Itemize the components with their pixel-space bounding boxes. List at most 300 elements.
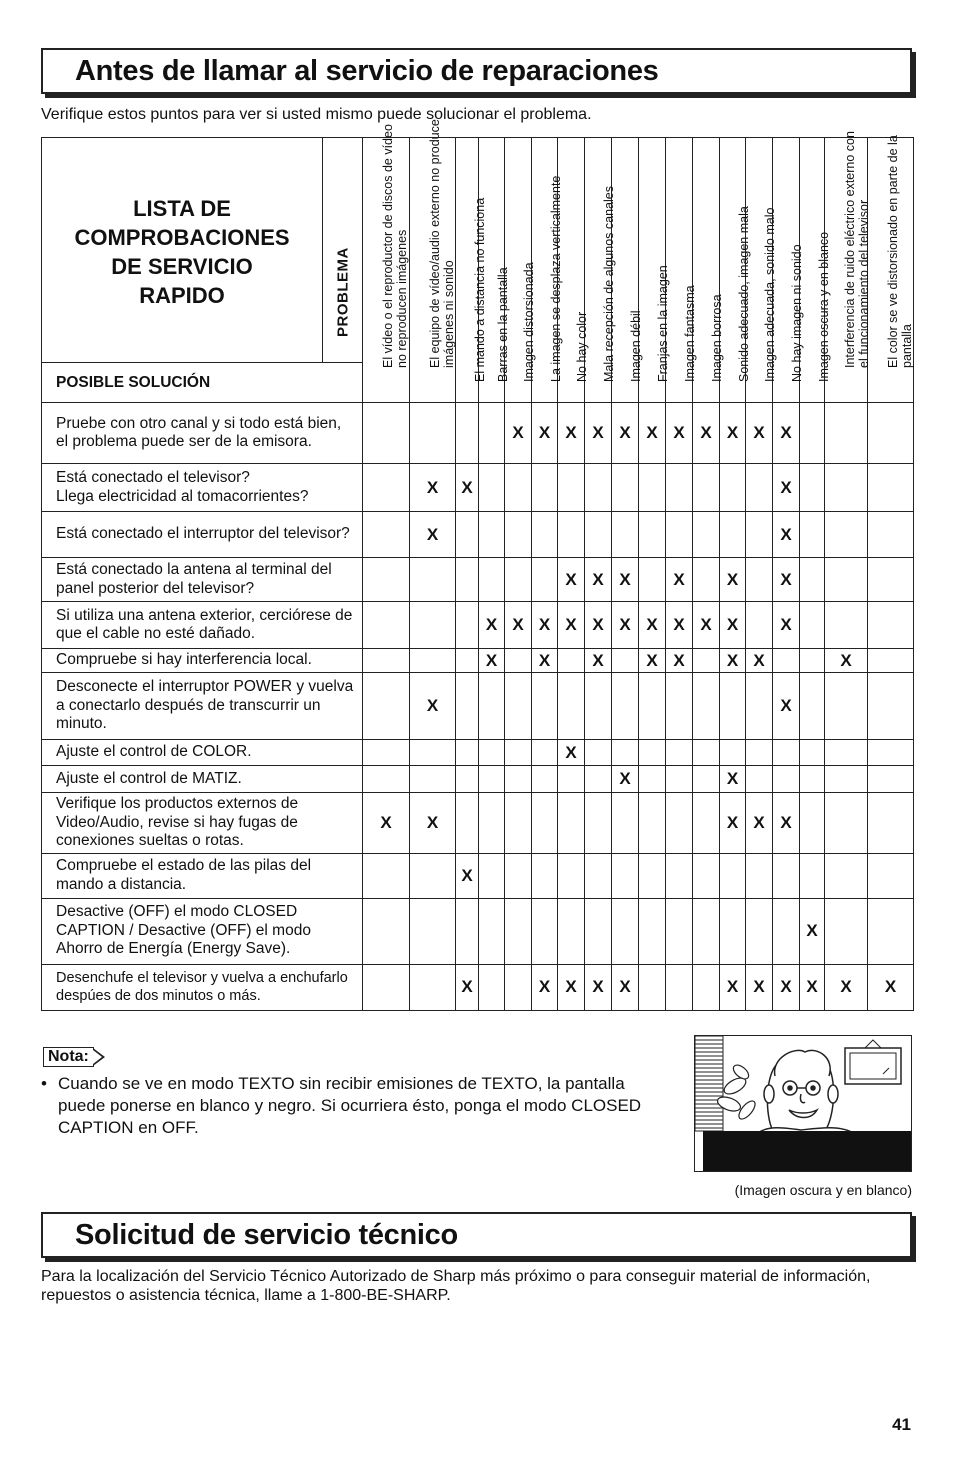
check-cell <box>868 766 914 793</box>
solution-text: Ajuste el control de MATIZ. <box>56 769 242 787</box>
illustration-caption: (Imagen oscura y en blanco) <box>734 1182 912 1198</box>
solution-text: Desactive (OFF) el modo CLOSED CAPTION / Desactive (OFF) el modo Ahorro de Energía (Energy Save). <box>56 903 311 958</box>
problem-column-label: No hay imagen ni sonido <box>790 244 804 382</box>
check-cell <box>558 602 585 649</box>
check-cell <box>825 853 868 898</box>
check-cell <box>639 602 666 649</box>
check-cell <box>868 673 914 740</box>
check-cell <box>720 898 746 964</box>
check-cell <box>746 649 773 673</box>
check-mark: X <box>726 769 739 788</box>
solution-cell <box>42 558 363 602</box>
check-cell <box>479 649 505 673</box>
check-cell <box>410 964 456 1010</box>
check-mark: X <box>726 650 739 670</box>
check-cell <box>639 766 666 793</box>
problem-column-label: El mando a distancia no funciona <box>473 197 487 382</box>
check-cell <box>868 853 914 898</box>
check-cell <box>479 853 505 898</box>
check-cell <box>585 766 612 793</box>
problem-column-header <box>639 138 670 403</box>
solution-cell <box>42 602 363 649</box>
check-cell <box>720 793 746 854</box>
check-cell <box>363 853 410 898</box>
check-cell <box>612 649 639 673</box>
check-cell <box>558 766 585 793</box>
check-cell <box>868 740 914 766</box>
check-mark: X <box>461 865 473 885</box>
problem-column-header <box>363 124 410 403</box>
check-mark: X <box>426 812 439 832</box>
check-cell <box>800 602 825 649</box>
check-cell <box>868 602 914 649</box>
table-row <box>42 853 914 898</box>
check-cell <box>693 403 720 464</box>
check-cell <box>456 403 479 464</box>
check-mark: X <box>646 615 658 634</box>
check-cell <box>800 766 825 793</box>
check-mark: X <box>673 650 685 670</box>
check-cell <box>825 558 868 602</box>
check-cell <box>532 793 558 854</box>
section-header-troubleshooting <box>41 48 912 94</box>
check-cell <box>693 464 720 512</box>
check-cell <box>612 740 639 766</box>
check-cell <box>532 464 558 512</box>
problem-column-label: Imagen fantasma <box>683 285 697 382</box>
check-cell <box>505 673 532 740</box>
note-text: Cuando se ve en modo TEXTO sin recibir emisiones de TEXTO, la pantalla puede ponerse en blanco y negro. Si ocurriera ésto, ponga el modo CLOSED CAPTION en OFF. <box>58 1074 642 1137</box>
check-cell <box>532 853 558 898</box>
check-cell <box>479 673 505 740</box>
check-cell <box>479 512 505 558</box>
check-cell <box>868 403 914 464</box>
check-cell <box>363 403 410 464</box>
check-cell <box>868 558 914 602</box>
check-mark: X <box>753 812 765 832</box>
check-cell <box>532 898 558 964</box>
check-cell <box>612 512 639 558</box>
check-cell <box>800 673 825 740</box>
check-cell <box>410 793 456 854</box>
check-cell <box>456 512 479 558</box>
check-mark: X <box>726 423 739 442</box>
arrow-right-icon <box>93 1048 105 1066</box>
check-cell <box>505 898 532 964</box>
solution-text: Verifique los productos externos de Video/Audio, revise si hay fugas de conexiones sueltas o rotas. <box>56 795 299 849</box>
check-cell <box>773 512 800 558</box>
check-mark: X <box>726 812 739 832</box>
check-cell <box>479 793 505 854</box>
check-cell <box>773 558 800 602</box>
check-cell <box>532 649 558 673</box>
solution-text: Si utiliza una antena exterior, cerciórese de que el cable no esté dañado. <box>56 606 353 642</box>
section-title: Antes de llamar al servicio de reparaciones <box>75 54 659 87</box>
check-cell <box>410 740 456 766</box>
check-cell <box>666 898 693 964</box>
check-cell <box>666 512 693 558</box>
check-mark: X <box>461 477 473 497</box>
check-cell <box>720 649 746 673</box>
check-mark: X <box>726 615 739 634</box>
problem-column-label: Imagen borrosa <box>710 294 724 382</box>
check-cell <box>693 793 720 854</box>
problem-column-header <box>666 138 697 403</box>
problem-column-header <box>558 138 589 403</box>
check-cell <box>800 853 825 898</box>
check-mark: X <box>780 615 792 634</box>
check-cell <box>666 602 693 649</box>
problem-column-label: Imagen distorsionada <box>522 262 536 382</box>
check-cell <box>773 464 800 512</box>
check-cell <box>639 558 666 602</box>
check-cell <box>720 673 746 740</box>
solution-text: Está conectado el interruptor del televisor? <box>56 525 350 543</box>
check-cell <box>505 602 532 649</box>
check-cell <box>693 853 720 898</box>
check-mark: X <box>592 650 604 670</box>
check-cell <box>558 403 585 464</box>
check-cell <box>585 558 612 602</box>
check-cell <box>746 464 773 512</box>
check-cell <box>612 464 639 512</box>
check-cell <box>773 898 800 964</box>
check-cell <box>825 964 868 1010</box>
check-cell <box>800 464 825 512</box>
check-cell <box>825 766 868 793</box>
problem-column-label: Imagen oscura y en blanco <box>817 231 831 382</box>
check-mark: X <box>565 977 577 996</box>
check-cell <box>479 766 505 793</box>
check-cell <box>505 512 532 558</box>
check-cell <box>639 964 666 1010</box>
check-cell <box>505 793 532 854</box>
check-cell <box>612 766 639 793</box>
table-row <box>42 673 914 740</box>
check-cell <box>456 740 479 766</box>
check-mark: X <box>592 977 604 996</box>
check-cell <box>612 673 639 740</box>
check-cell <box>532 403 558 464</box>
check-cell <box>558 673 585 740</box>
check-cell <box>800 512 825 558</box>
check-mark: X <box>726 569 739 589</box>
check-cell <box>825 464 868 512</box>
check-mark: X <box>619 569 631 589</box>
problem-column-label: Sonido adecuado, imagen mala <box>737 206 751 382</box>
problem-column-header <box>585 138 616 403</box>
check-cell <box>585 793 612 854</box>
check-mark: X <box>806 921 818 940</box>
check-mark: X <box>780 812 792 832</box>
check-mark: X <box>753 977 765 996</box>
check-cell <box>773 853 800 898</box>
check-mark: X <box>426 477 439 497</box>
solution-cell <box>42 853 363 898</box>
check-cell <box>666 853 693 898</box>
check-cell <box>456 673 479 740</box>
solution-text: Compruebe el estado de las pilas del mando a distancia. <box>56 857 312 893</box>
check-cell <box>746 964 773 1010</box>
check-cell <box>456 649 479 673</box>
check-cell <box>693 964 720 1010</box>
check-mark: X <box>619 769 631 788</box>
check-cell <box>612 793 639 854</box>
section-title: Solicitud de servicio técnico <box>75 1218 458 1251</box>
solution-text: Pruebe con otro canal y si todo está bien, el problema puede ser de la emisora. <box>56 414 342 450</box>
check-cell <box>479 740 505 766</box>
check-cell <box>363 898 410 964</box>
check-cell <box>720 512 746 558</box>
check-cell <box>825 403 868 464</box>
check-cell <box>639 853 666 898</box>
check-cell <box>585 964 612 1010</box>
check-cell <box>720 602 746 649</box>
check-cell <box>800 558 825 602</box>
table-row <box>42 464 914 512</box>
check-cell <box>479 464 505 512</box>
note-tag <box>43 1047 105 1066</box>
check-cell <box>479 964 505 1010</box>
check-cell <box>612 602 639 649</box>
check-cell <box>612 558 639 602</box>
check-cell <box>456 558 479 602</box>
check-cell <box>746 898 773 964</box>
check-cell <box>479 403 505 464</box>
check-cell <box>456 766 479 793</box>
check-cell <box>720 464 746 512</box>
check-cell <box>410 512 456 558</box>
check-cell <box>558 793 585 854</box>
problem-column-header <box>456 138 487 403</box>
check-mark: X <box>565 423 577 442</box>
check-cell <box>558 558 585 602</box>
solution-cell <box>42 512 363 558</box>
check-cell <box>720 403 746 464</box>
check-cell <box>746 740 773 766</box>
check-cell <box>773 602 800 649</box>
check-cell <box>800 898 825 964</box>
check-mark: X <box>673 569 685 589</box>
problem-column-label: Franjas en la imagen <box>656 265 670 382</box>
check-cell <box>363 964 410 1010</box>
checklist-title-line: COMPROBACIONES <box>74 225 290 250</box>
note-text-block <box>41 1073 658 1139</box>
check-cell <box>505 464 532 512</box>
solution-cell <box>42 793 363 854</box>
problem-column-header <box>746 138 777 403</box>
check-cell <box>825 512 868 558</box>
solution-cell <box>42 649 363 673</box>
table-row <box>42 403 914 464</box>
check-cell <box>410 602 456 649</box>
check-cell <box>532 602 558 649</box>
check-cell <box>868 649 914 673</box>
check-mark: X <box>700 615 712 634</box>
check-cell <box>410 853 456 898</box>
check-cell <box>585 898 612 964</box>
problem-column-header <box>773 138 804 403</box>
check-cell <box>505 740 532 766</box>
table-row <box>42 512 914 558</box>
check-cell <box>666 766 693 793</box>
check-cell <box>558 898 585 964</box>
problem-column-header <box>825 131 871 403</box>
check-cell <box>773 649 800 673</box>
check-mark: X <box>780 423 792 442</box>
check-cell <box>585 649 612 673</box>
check-cell <box>639 403 666 464</box>
check-cell <box>532 512 558 558</box>
check-cell <box>558 740 585 766</box>
check-cell <box>585 512 612 558</box>
check-cell <box>410 766 456 793</box>
checklist-title-line: RAPIDO <box>139 283 225 308</box>
check-cell <box>800 964 825 1010</box>
check-cell <box>532 964 558 1010</box>
problem-column-header <box>505 138 536 403</box>
check-cell <box>746 512 773 558</box>
check-cell <box>693 558 720 602</box>
check-cell <box>639 740 666 766</box>
check-cell <box>410 558 456 602</box>
check-mark: X <box>565 742 577 762</box>
check-cell <box>363 558 410 602</box>
check-cell <box>558 649 585 673</box>
check-cell <box>363 649 410 673</box>
check-cell <box>773 964 800 1010</box>
check-cell <box>558 464 585 512</box>
solution-cell <box>42 740 363 766</box>
check-cell <box>825 602 868 649</box>
check-mark: X <box>426 524 439 544</box>
check-cell <box>720 558 746 602</box>
check-cell <box>456 602 479 649</box>
check-cell <box>693 512 720 558</box>
bullet: • <box>41 1074 47 1093</box>
check-mark: X <box>780 524 792 544</box>
check-cell <box>585 602 612 649</box>
problem-column-label: Imagen débil <box>629 310 643 382</box>
solution-text: Está conectado el televisor? <box>56 469 250 486</box>
check-cell <box>639 898 666 964</box>
check-cell <box>720 740 746 766</box>
check-mark: X <box>512 423 524 442</box>
check-mark: X <box>646 650 658 670</box>
check-mark: X <box>619 977 631 996</box>
check-cell <box>505 649 532 673</box>
check-mark: X <box>673 423 685 442</box>
check-cell <box>456 464 479 512</box>
tv-viewer-illustration <box>695 1036 911 1171</box>
check-mark: X <box>726 977 739 996</box>
problem-column-label: El equipo de vídeo/audio externo no produce imágenes ni sonido <box>428 119 456 368</box>
check-cell <box>720 853 746 898</box>
check-mark: X <box>840 650 852 670</box>
check-mark: X <box>565 615 577 634</box>
check-cell <box>746 602 773 649</box>
check-cell <box>410 403 456 464</box>
check-cell <box>666 464 693 512</box>
check-cell <box>800 649 825 673</box>
check-mark: X <box>840 977 852 996</box>
note-label: Nota: <box>43 1047 94 1067</box>
check-mark: X <box>380 812 392 832</box>
check-cell <box>505 558 532 602</box>
check-cell <box>825 740 868 766</box>
check-cell <box>479 558 505 602</box>
solution-text: Está conectado la antena al terminal del panel posterior del televisor? <box>56 561 332 597</box>
check-mark: X <box>780 977 792 996</box>
check-cell <box>410 898 456 964</box>
check-mark: X <box>780 696 792 715</box>
problem-column-label: La imagen se desplaza verticalmente <box>549 175 563 382</box>
check-mark: X <box>619 615 631 634</box>
solution-cell <box>42 403 363 464</box>
check-cell <box>410 673 456 740</box>
problem-column-header <box>693 138 724 403</box>
check-cell <box>532 558 558 602</box>
check-cell <box>666 793 693 854</box>
check-cell <box>868 793 914 854</box>
check-cell <box>410 464 456 512</box>
check-cell <box>585 740 612 766</box>
check-cell <box>558 512 585 558</box>
check-cell <box>479 602 505 649</box>
check-cell <box>666 558 693 602</box>
check-cell <box>800 740 825 766</box>
check-cell <box>363 766 410 793</box>
check-cell <box>612 964 639 1010</box>
problem-column-header <box>868 135 914 403</box>
check-cell <box>532 766 558 793</box>
check-cell <box>868 964 914 1010</box>
check-cell <box>639 793 666 854</box>
problem-column-label: Mala recepción de algunos canales <box>602 186 616 382</box>
solution-cell <box>42 898 363 964</box>
check-cell <box>585 403 612 464</box>
check-cell <box>825 793 868 854</box>
check-cell <box>505 403 532 464</box>
check-mark: X <box>538 615 551 634</box>
service-checklist-table <box>41 119 914 1011</box>
check-mark: X <box>884 977 897 996</box>
check-cell <box>410 649 456 673</box>
check-cell <box>720 766 746 793</box>
check-cell <box>456 793 479 854</box>
check-cell <box>456 898 479 964</box>
problem-label-cell <box>323 138 363 363</box>
check-cell <box>868 512 914 558</box>
check-cell <box>800 403 825 464</box>
check-cell <box>746 853 773 898</box>
check-cell <box>693 602 720 649</box>
solution-text: Desconecte el interruptor POWER y vuelva a conectarlo después de transcurrir un minuto. <box>56 678 354 733</box>
intro-text: Verifique estos puntos para ver si usted mismo puede solucionar el problema. <box>41 106 592 123</box>
problem-column-label: Interferencia de ruido eléctrico externo con el funcionamiento del televisor <box>843 131 871 368</box>
check-mark: X <box>619 423 631 442</box>
check-cell <box>773 740 800 766</box>
check-cell <box>363 464 410 512</box>
check-cell <box>720 964 746 1010</box>
check-mark: X <box>538 423 551 442</box>
check-mark: X <box>673 615 685 634</box>
check-mark: X <box>565 569 577 589</box>
problem-column-header <box>532 138 563 403</box>
solution-cell <box>42 964 363 1010</box>
check-cell <box>693 740 720 766</box>
check-mark: X <box>753 423 765 442</box>
